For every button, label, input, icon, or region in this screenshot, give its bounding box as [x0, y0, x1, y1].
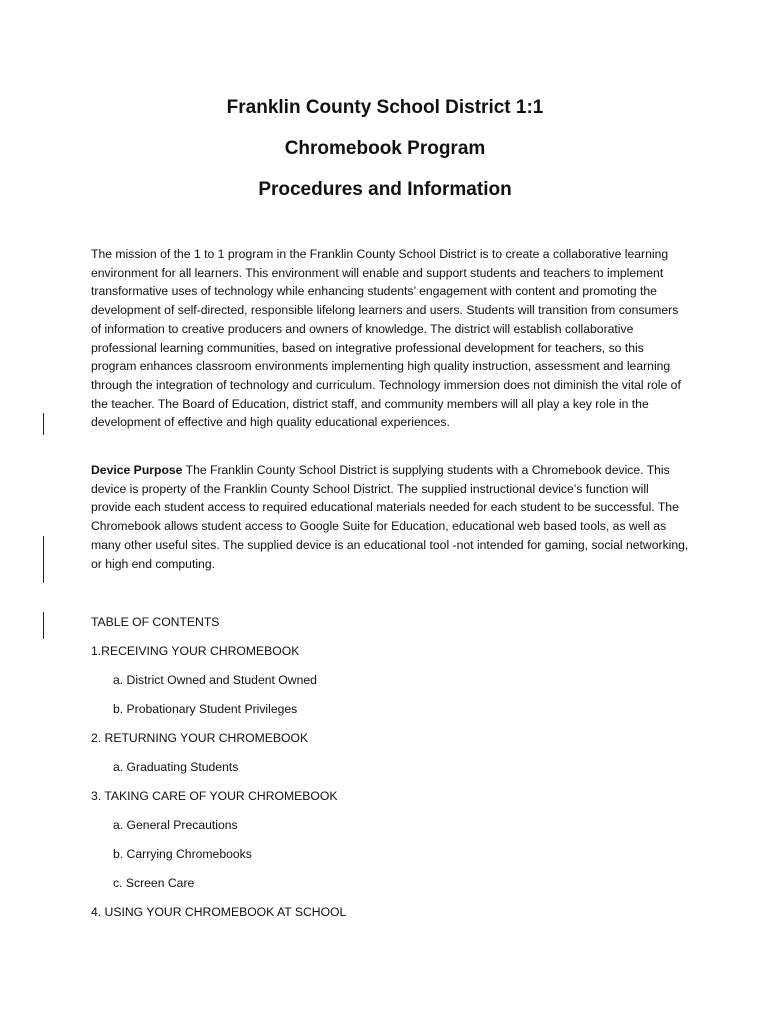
toc-section-3a: a. General Precautions: [113, 818, 238, 832]
document-title-line-1: Franklin County School District 1:1: [226, 97, 544, 118]
revision-bar: [43, 413, 44, 435]
toc-section-3b: b. Carrying Chromebooks: [113, 847, 252, 861]
toc-heading: TABLE OF CONTENTS: [91, 615, 220, 629]
device-purpose-paragraph: [91, 461, 691, 573]
toc-section-4: 4. USING YOUR CHROMEBOOK AT SCHOOL: [91, 905, 347, 919]
document-title-line-3: Procedures and Information: [258, 179, 512, 200]
toc-section-1a: a. District Owned and Student Owned: [113, 673, 317, 687]
device-purpose-label: Device Purpose: [91, 463, 183, 477]
toc-section-2: 2. RETURNING YOUR CHROMEBOOK: [91, 731, 309, 745]
toc-section-3: 3. TAKING CARE OF YOUR CHROMEBOOK: [91, 789, 338, 803]
toc-section-1: 1.RECEIVING YOUR CHROMEBOOK: [91, 644, 300, 658]
device-purpose-text: The Franklin County School District is supplying students with a Chromebook device. This device is property of the Franklin County School District. The supplied instructional device’s function will provide each student access to required educational materials needed for each student to be successful. The Chromebook allows student access to Google Suite for Education, educational web based tools, as well as many other useful sites. The supplied device is an educational tool -not intended for gaming, social networking, or high end computing.: [91, 463, 689, 571]
mission-paragraph: The mission of the 1 to 1 program in the Franklin County School District is to create a collaborative learning environment for all learners. This environment will enable and support students and teachers to implement transformative uses of technology while enhancing students’ engagement with content and promoting the development of self-directed, responsible lifelong learners and users. Students will transition from consumers of information to creative producers and owners of knowledge. The district will establish collaborative professional learning communities, based on integrative professional development for teachers, so this program enhances classroom environments implementing high quality instruction, assessment and learning through the integration of technology and curriculum. Technology immersion does not diminish the vital role of the teacher. The Board of Education, district staff, and community members will all play a key role in the development of effective and high quality educational experiences.: [91, 247, 681, 430]
revision-bar: [43, 612, 44, 639]
document-title-line-2: Chromebook Program: [284, 138, 486, 159]
toc-section-2a: a. Graduating Students: [113, 760, 239, 774]
toc-section-3c: c. Screen Care: [113, 876, 195, 890]
toc-section-1b: b. Probationary Student Privileges: [113, 702, 298, 716]
revision-bar: [43, 536, 44, 583]
